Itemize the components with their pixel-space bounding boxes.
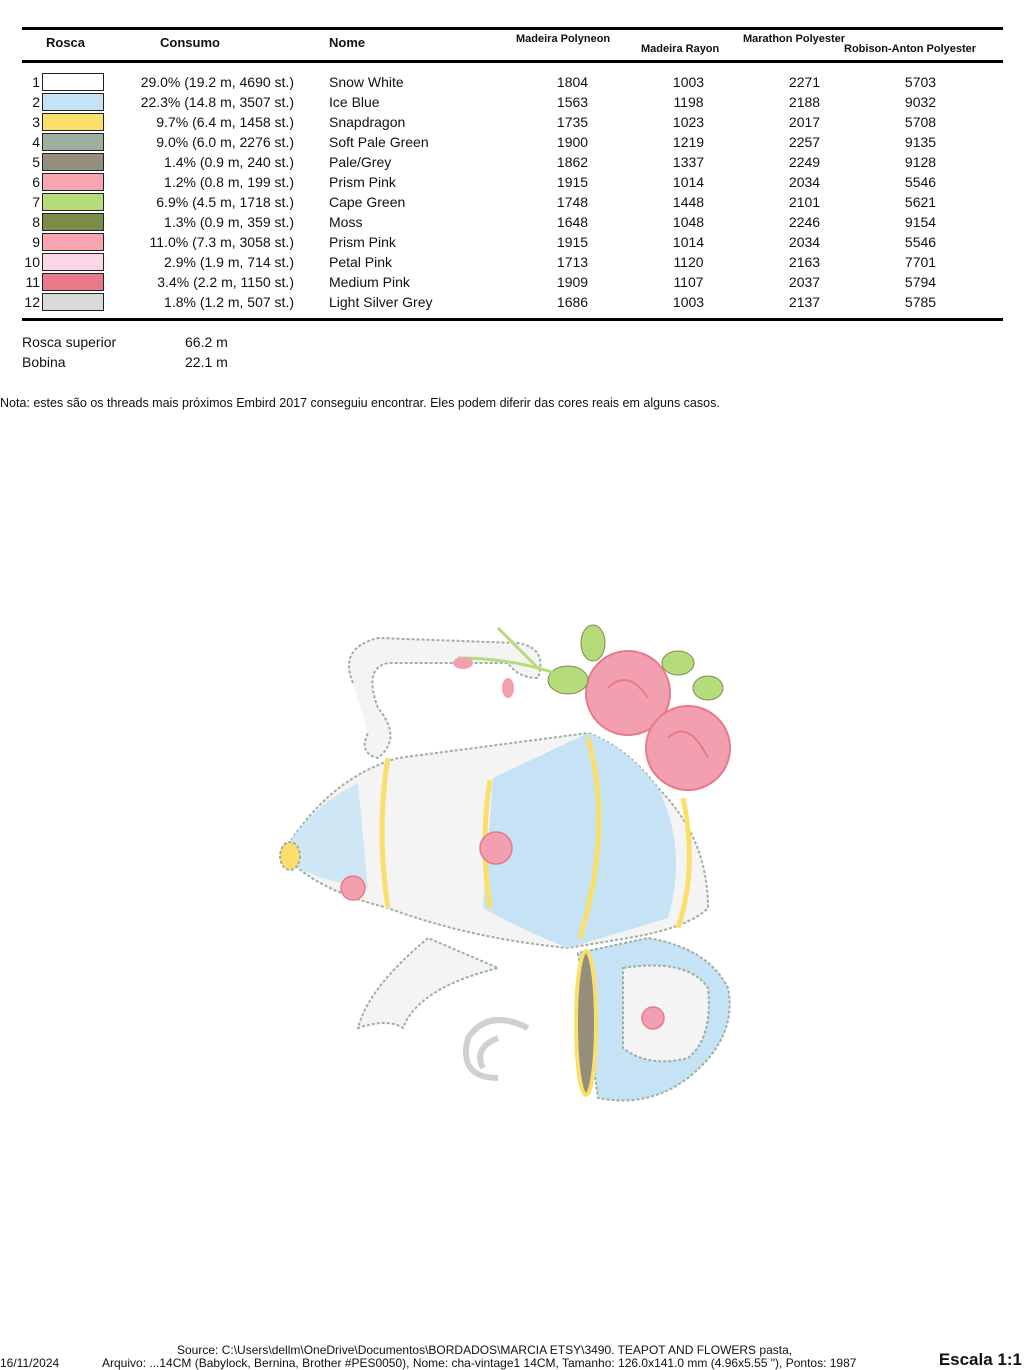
thread-name: Light Silver Grey — [329, 294, 433, 310]
thread-consumption: 6.9% (4.5 m, 1718 st.) — [156, 194, 294, 210]
robison-anton-code: 5794 — [904, 274, 937, 290]
thread-name: Cape Green — [329, 194, 406, 210]
table-top-rule — [22, 27, 1003, 30]
madeira-rayon-code: 1107 — [673, 274, 704, 290]
top-thread-value: 66.2 m — [185, 334, 228, 350]
thread-color-swatch — [42, 193, 104, 211]
thread-color-swatch — [42, 253, 104, 271]
madeira-polyneon-code: 1563 — [556, 94, 589, 110]
madeira-polyneon-code: 1900 — [556, 134, 589, 150]
thread-color-swatch — [42, 293, 104, 311]
madeira-polyneon-code: 1648 — [556, 214, 589, 230]
thread-color-swatch — [42, 113, 104, 131]
robison-anton-code: 5703 — [904, 74, 937, 90]
thread-table-row — [0, 212, 1024, 232]
thread-number: 8 — [32, 214, 40, 230]
robison-anton-code: 7701 — [904, 254, 937, 270]
print-date: 16/11/2024 — [0, 1356, 60, 1370]
thread-name: Prism Pink — [329, 234, 396, 250]
madeira-polyneon-code: 1862 — [556, 154, 589, 170]
thread-name: Medium Pink — [329, 274, 410, 290]
thread-table-row — [0, 232, 1024, 252]
thread-consumption: 1.2% (0.8 m, 199 st.) — [164, 174, 294, 190]
thread-consumption: 22.3% (14.8 m, 3507 st.) — [140, 94, 294, 110]
header-rosca: Rosca — [46, 35, 86, 50]
madeira-rayon-code: 1014 — [672, 234, 705, 250]
marathon-polyester-code: 2017 — [788, 114, 821, 130]
thread-consumption: 9.7% (6.4 m, 1458 st.) — [156, 114, 294, 130]
thread-number: 1 — [32, 74, 40, 90]
robison-anton-code: 9154 — [904, 214, 937, 230]
marathon-polyester-code: 2163 — [788, 254, 821, 270]
thread-number: 5 — [32, 154, 40, 170]
madeira-polyneon-code: 1915 — [556, 234, 589, 250]
marathon-polyester-code: 2188 — [788, 94, 821, 110]
marathon-polyester-code: 2246 — [788, 214, 821, 230]
thread-name: Snapdragon — [329, 114, 406, 130]
madeira-rayon-code: 1014 — [672, 174, 705, 190]
thread-number: 6 — [32, 174, 40, 190]
marathon-polyester-code: 2257 — [788, 134, 821, 150]
madeira-polyneon-code: 1909 — [556, 274, 589, 290]
madeira-rayon-code: 1448 — [672, 194, 705, 210]
thread-consumption: 2.9% (1.9 m, 714 st.) — [164, 254, 294, 270]
thread-color-swatch — [42, 173, 104, 191]
thread-color-swatch — [42, 153, 104, 171]
thread-consumption: 1.3% (0.9 m, 359 st.) — [164, 214, 294, 230]
madeira-polyneon-code: 1686 — [556, 294, 589, 310]
thread-name: Soft Pale Green — [329, 134, 429, 150]
marathon-polyester-code: 2271 — [788, 74, 821, 90]
madeira-polyneon-code: 1713 — [556, 254, 589, 270]
madeira-rayon-code: 1003 — [672, 294, 705, 310]
madeira-polyneon-code: 1748 — [556, 194, 589, 210]
scale-label: Escala 1:1 — [938, 1350, 1022, 1369]
bobbin-value: 22.1 m — [185, 354, 228, 370]
header-marathon-polyester: Marathon Polyester — [743, 33, 846, 45]
madeira-rayon-code: 1003 — [672, 74, 705, 90]
thread-table-row — [0, 132, 1024, 152]
thread-consumption: 9.0% (6.0 m, 2276 st.) — [156, 134, 294, 150]
thread-name: Prism Pink — [329, 174, 396, 190]
madeira-rayon-code: 1198 — [673, 94, 704, 110]
table-bottom-rule — [22, 318, 1003, 321]
madeira-rayon-code: 1219 — [672, 134, 705, 150]
thread-number: 11 — [25, 274, 40, 290]
madeira-polyneon-code: 1804 — [556, 74, 589, 90]
thread-consumption: 1.8% (1.2 m, 507 st.) — [164, 294, 294, 310]
robison-anton-code: 5546 — [904, 174, 937, 190]
thread-color-swatch — [42, 273, 104, 291]
thread-number: 2 — [32, 94, 40, 110]
marathon-polyester-code: 2037 — [788, 274, 821, 290]
source-path: Source: C:\Users\dellm\OneDrive\Documentos\BORDADOS\MARCIA ETSY\3490. TEAPOT AND FLOWERS pasta, — [177, 1343, 793, 1357]
madeira-rayon-code: 1337 — [672, 154, 705, 170]
table-header-rule — [22, 60, 1003, 63]
thread-name: Moss — [329, 214, 363, 230]
thread-number: 9 — [32, 234, 40, 250]
thread-color-swatch — [42, 93, 104, 111]
thread-table-row — [0, 72, 1024, 92]
thread-table-row — [0, 292, 1024, 312]
thread-consumption: 29.0% (19.2 m, 4690 st.) — [140, 74, 294, 90]
thread-table-row — [0, 172, 1024, 192]
thread-color-swatch — [42, 213, 104, 231]
madeira-polyneon-code: 1735 — [556, 114, 589, 130]
madeira-rayon-code: 1120 — [673, 254, 704, 270]
embroidery-design-image — [268, 608, 758, 1153]
robison-anton-code: 5708 — [904, 114, 937, 130]
marathon-polyester-code: 2101 — [788, 194, 821, 210]
thread-table-row — [0, 252, 1024, 272]
thread-consumption: 3.4% (2.2 m, 1150 st.) — [157, 274, 294, 290]
thread-table-row — [0, 92, 1024, 112]
thread-name: Ice Blue — [329, 94, 380, 110]
thread-consumption: 11.0% (7.3 m, 3058 st.) — [149, 234, 294, 250]
thread-table-row — [0, 152, 1024, 172]
robison-anton-code: 9135 — [904, 134, 937, 150]
robison-anton-code: 5546 — [904, 234, 937, 250]
header-nome: Nome — [329, 35, 366, 50]
robison-anton-code: 5621 — [904, 194, 937, 210]
thread-number: 12 — [24, 294, 40, 310]
thread-name: Pale/Grey — [329, 154, 392, 170]
header-consumo: Consumo — [160, 35, 220, 50]
header-madeira-rayon: Madeira Rayon — [641, 43, 720, 55]
bobbin-label: Bobina — [22, 354, 66, 370]
robison-anton-code: 9032 — [904, 94, 937, 110]
thread-number: 7 — [32, 194, 40, 210]
marathon-polyester-code: 2034 — [788, 234, 821, 250]
thread-color-swatch — [42, 133, 104, 151]
robison-anton-code: 9128 — [904, 154, 937, 170]
thread-table-row — [0, 112, 1024, 132]
madeira-rayon-code: 1048 — [672, 214, 705, 230]
thread-table-row — [0, 192, 1024, 212]
thread-color-swatch — [42, 233, 104, 251]
thread-table-row — [0, 272, 1024, 292]
robison-anton-code: 5785 — [904, 294, 937, 310]
thread-color-swatch — [42, 73, 104, 91]
file-info: Arquivo: ...14CM (Babylock, Bernina, Brother #PES0050), Nome: cha-vintage1 14CM, Tamanho: 126.0x141.0 mm (4.96x5.55 "), Pontos: 1987 — [102, 1356, 857, 1370]
thread-name: Snow White — [329, 74, 404, 90]
thread-consumption: 1.4% (0.9 m, 240 st.) — [164, 154, 294, 170]
madeira-rayon-code: 1023 — [672, 114, 705, 130]
color-note: Nota: estes são os threads mais próximos Embird 2017 conseguiu encontrar. Eles podem diferir das cores reais em alguns casos. — [0, 396, 720, 410]
thread-name: Petal Pink — [329, 254, 393, 270]
thread-number: 10 — [24, 254, 40, 270]
header-robison-anton-polyester: Robison-Anton Polyester — [844, 43, 977, 55]
madeira-polyneon-code: 1915 — [556, 174, 589, 190]
marathon-polyester-code: 2034 — [788, 174, 821, 190]
marathon-polyester-code: 2249 — [788, 154, 821, 170]
header-madeira-polyneon: Madeira Polyneon — [516, 33, 611, 45]
thread-number: 4 — [32, 134, 40, 150]
top-thread-label: Rosca superior — [22, 334, 117, 350]
marathon-polyester-code: 2137 — [788, 294, 821, 310]
thread-number: 3 — [32, 114, 40, 130]
